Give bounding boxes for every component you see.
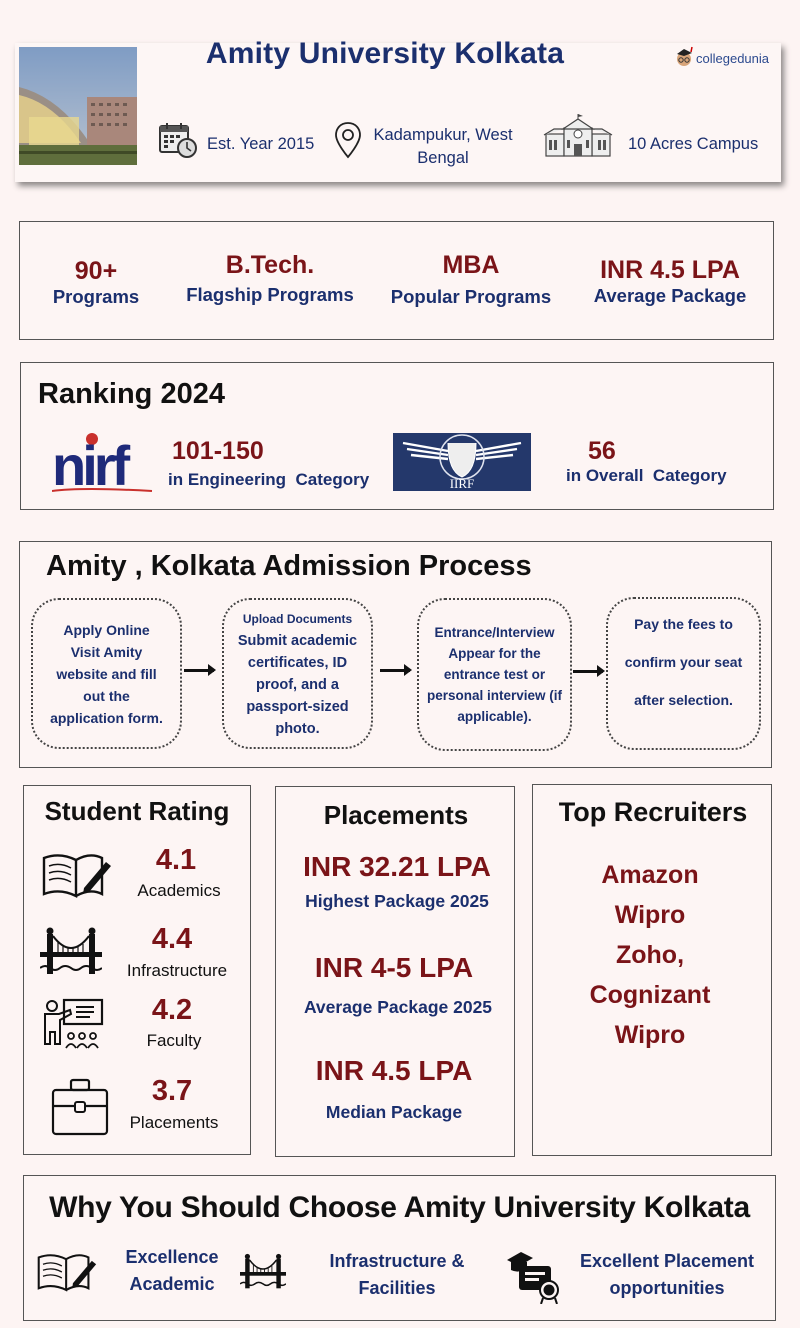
stat-label: Flagship Programs [186,284,354,305]
why-item-academic [112,1244,232,1298]
rating-placements-value: 3.7 [151,1075,193,1107]
school-building-icon [543,114,613,163]
step-heading: Upload Documents [242,611,353,626]
why-choose-title: Why You Should Choose Amity University Kolkata [49,1191,750,1224]
campus-photo [19,47,137,165]
step-line: Visit Amity [70,643,143,660]
book-pencil-icon [42,852,112,903]
nirf-rank-label: in Engineering Category [168,470,370,489]
average-package-label: Average Package 2025 [303,997,493,1017]
why-item-placement [568,1248,766,1302]
why-item-line: Excellence [125,1247,219,1267]
established-year: Est. Year 2015 [207,135,315,153]
why-item-line: opportunities [609,1278,725,1298]
rating-placements-label: Placements [129,1113,219,1132]
recruiter-item: Cognizant [589,981,711,1009]
rating-infrastructure-value: 4.4 [151,923,193,955]
nirf-logo [52,433,160,498]
average-package-value: INR 4-5 LPA [314,952,474,983]
admission-step-1 [31,598,182,749]
campus-size: 10 Acres Campus [628,135,759,153]
arrow-right-icon [380,669,410,672]
step-line: entrance test or [443,667,546,682]
teacher-icon [42,998,104,1055]
step-line: Submit academic [237,632,358,649]
step-line: out the [83,687,130,704]
svg-text:nirf: nirf [52,434,127,493]
certificate-icon [499,1248,565,1309]
admission-title: Amity , Kolkata Admission Process [46,550,532,582]
page-title: Amity University Kolkata [205,37,565,70]
bridge-icon [240,1252,286,1297]
step-line: Appear for the [448,646,541,661]
why-item-line: Facilities [358,1278,436,1298]
mascot-icon [674,46,694,71]
step-line: confirm your seat [624,654,743,670]
rating-academics-value: 4.1 [155,844,197,876]
collegedunia-logo [674,46,769,71]
why-item-line: Excellent Placement [579,1251,755,1271]
admission-step-2 [222,598,373,749]
iirf-rank-value: 56 [588,437,616,465]
why-item-line: Infrastructure & [329,1251,465,1271]
why-item-infrastructure [318,1248,476,1302]
bridge-icon [40,926,102,983]
step-line: proof, and a [256,676,339,693]
step-line: personal interview (if [426,688,563,703]
step-heading: Apply Online [63,621,150,638]
location-line-2: Bengal [417,149,469,167]
stat-programs [40,257,152,308]
why-item-line: Academic [129,1274,215,1294]
rating-faculty-label: Faculty [146,1031,202,1050]
median-package-value: INR 4.5 LPA [315,1055,473,1086]
stat-flagship [172,251,368,306]
highest-package-value: INR 32.21 LPA [303,851,491,882]
stat-value: B.Tech. [225,251,315,279]
briefcase-icon [51,1078,109,1141]
admission-step-3 [417,598,572,751]
stat-average-package [576,256,764,307]
recruiter-item: Wipro [614,1021,686,1049]
step-line: applicable). [457,709,532,724]
recruiter-item: Wipro [614,901,686,929]
book-pencil-icon [37,1252,97,1297]
stat-label: Average Package [593,285,747,306]
step-line: website and fill [56,665,157,682]
ranking-title: Ranking 2024 [38,378,225,410]
step-line: photo. [275,720,320,737]
highest-package-label: Highest Package 2025 [305,891,489,911]
arrow-right-icon [184,669,214,672]
stat-value: INR 4.5 LPA [600,256,740,284]
location-pin-icon [334,121,362,164]
calendar-clock-icon [158,121,198,164]
student-rating-title: Student Rating [44,796,230,826]
stat-value: MBA [442,251,500,279]
placements-title: Placements [323,800,469,830]
brand-name: collegedunia [696,51,770,66]
iirf-rank-label: in Overall Category [566,466,727,485]
recruiter-item: Zoho, [615,941,685,969]
recruiters-panel [532,784,772,1156]
location [364,124,522,170]
rating-academics-label: Academics [137,881,221,900]
step-line: application form. [50,709,163,726]
svg-text:IIRF: IIRF [449,476,475,491]
iirf-logo [393,433,531,496]
step-line: Pay the fees to [634,616,733,632]
step-line: passport-sized [246,698,349,715]
rating-infrastructure-label: Infrastructure [126,961,228,980]
stat-popular [378,251,564,308]
recruiter-item: Amazon [601,861,699,889]
median-package-label: Median Package [325,1102,463,1122]
step-line: certificates, ID [247,654,348,671]
stat-label: Popular Programs [390,286,552,307]
stat-value: 90+ [74,257,118,285]
rating-faculty-value: 4.2 [151,994,193,1026]
nirf-rank-value: 101-150 [172,437,264,465]
admission-step-4 [606,597,761,750]
location-line-1: Kadampukur, West [373,126,513,144]
arrow-right-icon [573,670,603,673]
step-line: after selection. [634,692,733,708]
stat-label: Programs [52,286,140,307]
step-heading: Entrance/Interview [434,625,555,640]
recruiters-title: Top Recruiters [558,797,748,827]
